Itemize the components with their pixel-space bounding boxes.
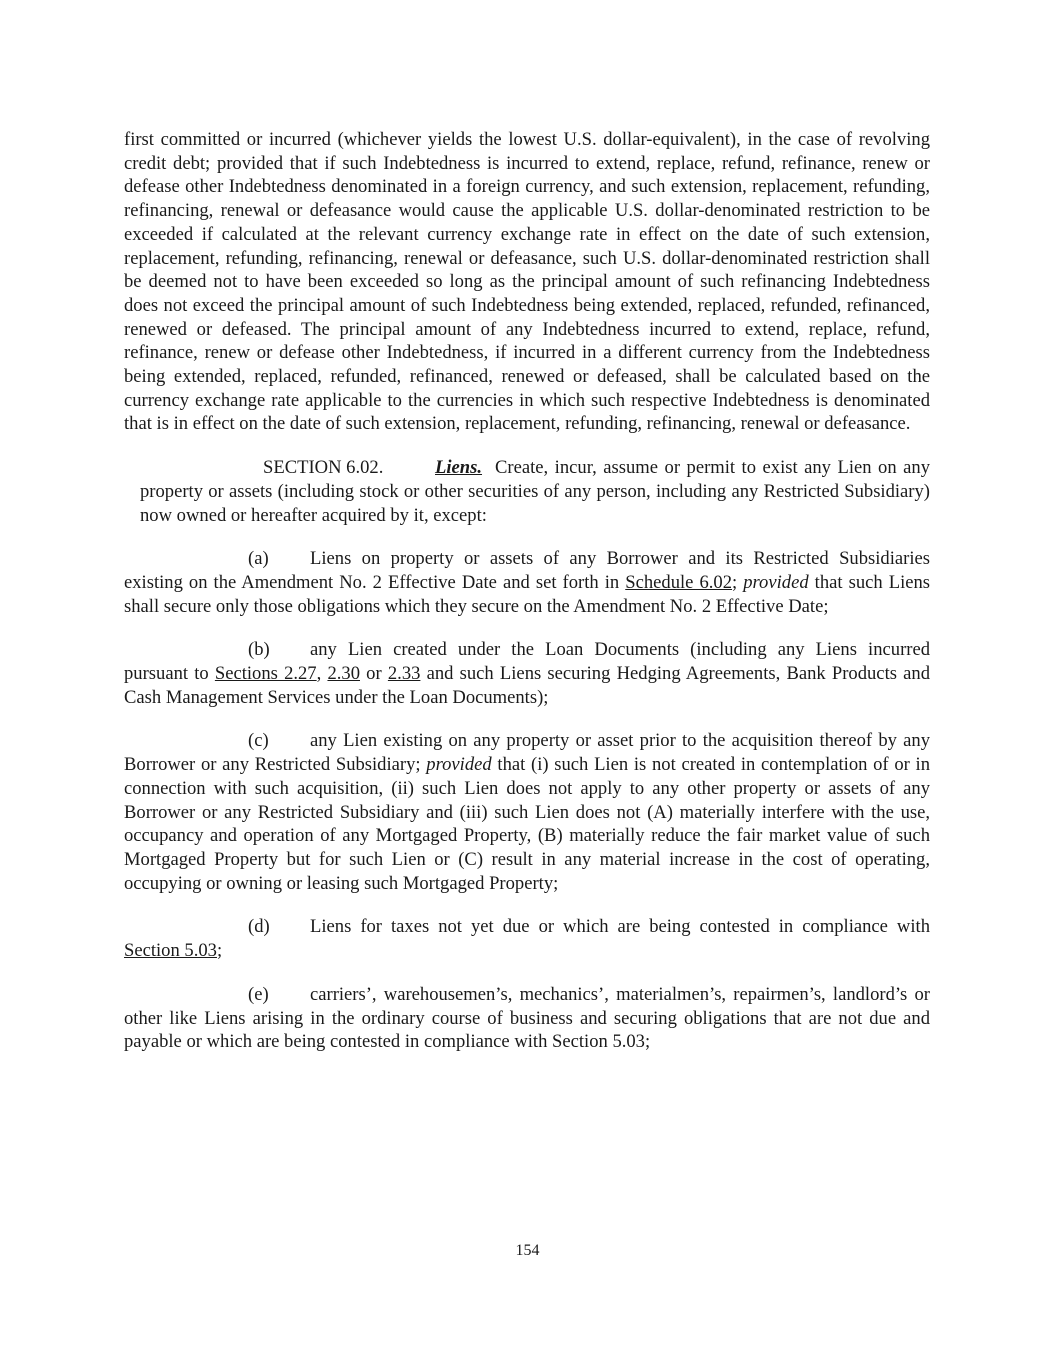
clause-e: (e) carriers’, warehousemen’s, mechanics’, materialmen’s, repairmen’s, landlord’s or other like Liens arising in the ordinary course of business and securing obligations that are not due and payable or which are being contested in compliance with Section 5.03; (124, 983, 930, 1053)
clause-label: (c) (248, 730, 269, 752)
continuation-paragraph: first committed or incurred (whichever yields the lowest U.S. dollar-equivalent), in the case of revolving credit debt; provided that if such Indebtedness is incurred to extend, replace, refund, refinance, renew or defease other Indebtedness denominated in a foreign currency, and such extension, replacement, refunding, refinancing, renewal or defeasance would cause the applicable U.S. dollar-denominated restriction to be exceeded if calculated at the relevant currency exchange rate in effect on the date of such extension, replacement, refunding, refinancing, renewal or defeasance, such U.S. dollar-denominated restriction shall be deemed not to have been exceeded so long as the principal amount of such refinancing Indebtedness does not exceed the principal amount of such Indebtedness being extended, replaced, refunded, refinanced, renewed or defeased. The principal amount of any Indebtedness incurred to extend, replace, refund, refinance, renew or defease other Indebtedness, if incurred in a different currency from the Indebtedness being extended, replaced, refunded, refinanced, renewed or defeased, shall be calculated based on the currency exchange rate applicable to the currencies in which such respective Indebtedness is denominated that is in effect on the date of such extension, replacement, refunding, refinancing, renewal or defeasance. (124, 129, 930, 435)
section-reference: 2.33 (387, 663, 421, 685)
clause-label: (e) (248, 983, 269, 1005)
section-caption: Liens. (435, 457, 483, 479)
clause-b: (b) any Lien created under the Loan Documents (including any Liens incurred pursuant to Sections 2.27, 2.30 or 2.33 and such Liens securing Hedging Agreements, Bank Products and Cash Management Services under the Loan Documents); (124, 639, 930, 708)
proviso-term: provided (426, 754, 492, 776)
clause-label: (b) (248, 639, 270, 661)
clause-d: (d) Liens for taxes not yet due or which are being contested in compliance with Section 5.03; (124, 916, 930, 962)
section-text: Create, incur, assume or permit to exist any Lien on any property or assets (including stock or other securities of any person, including any Restricted Subsidiary) now owned or hereafter acquired by it, except: (140, 457, 930, 526)
proviso-term: provided (743, 571, 809, 593)
schedule-reference: Schedule 6.02 (625, 571, 732, 593)
clause-label: (d) (248, 916, 270, 938)
section-reference: Sections 2.27 (214, 663, 317, 685)
document-page (124, 128, 930, 1054)
section-number: SECTION 6.02. (263, 457, 384, 479)
page-number: 154 (515, 1242, 540, 1259)
section-reference: 2.30 (327, 663, 360, 685)
section-reference: Section 5.03 (124, 940, 217, 962)
section-6-02-heading (124, 456, 930, 527)
clause-c: (c) any Lien existing on any property or asset prior to the acquisition thereof by any Borrower or any Restricted Subsidiary; provided that (i) such Lien is not created in contemplation of or in connection with such acquisition, (ii) such Lien does not apply to any other property or assets of any Borrower or any Restricted Subsidiary and (iii) such Lien does not (A) materially interfere with the use, occupancy and operation of any Mortgaged Property, (B) materially reduce the fair market value of such Mortgaged Property but for such Lien or (C) result in any material increase in the cost of operating, occupying or owning or leasing such Mortgaged Property; (124, 730, 931, 894)
clause-label: (a) (248, 548, 269, 570)
clause-a: (a) Liens on property or assets of any Borrower and its Restricted Subsidiaries existing on the Amendment No. 2 Effective Date and set forth in Schedule 6.02; provided that such Liens shall secure only those obligations which they secure on the Amendment No. 2 Effective Date; (124, 548, 931, 617)
